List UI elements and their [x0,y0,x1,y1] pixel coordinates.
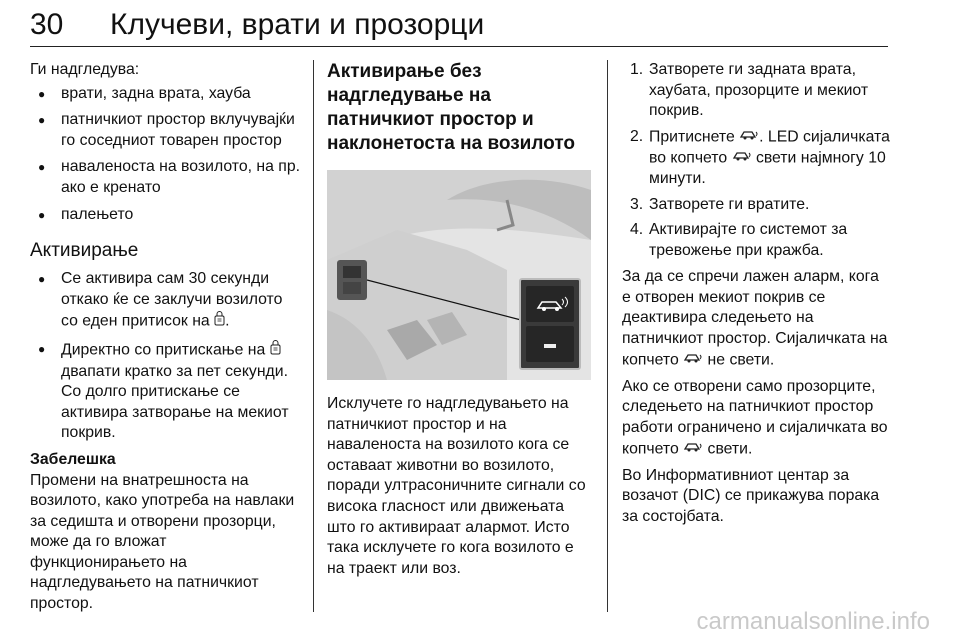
bullet-icon: ● [38,272,46,287]
note-text: Промени на внатрешноста на возилото, како употреба на навлаки за седишта и отворени прозорци, може да го вложат функционирањето на надгледувањето на патничкиот простор. [30,471,295,613]
paragraph: За да се спречи лажен аларм, кога е отворен мекиот покрив се деактивира следењето на патничкиот простор. Сијаличката на копчето не свети. [622,267,890,370]
bullet-icon: ● [38,160,46,175]
list-item: ● врати, задна врата, хауба [30,84,302,105]
list-item: ● наваленоста на возилото, на пр. ако е кренато [38,158,301,196]
monitored-list [30,84,302,226]
page-header [30,6,888,47]
column-divider [607,60,608,612]
list-item: 4. Активирајте го системот за тревожење при кражба. [630,221,848,259]
lock-key-icon [214,310,225,333]
list-item: 3. Затворете ги вратите. [630,195,810,213]
intro-text: Ги надгледува: [30,61,140,78]
activation-list [30,269,302,444]
paragraph: Ако се отворени само прозорците, следењето на патничкиот простор работи ограничено и сијаличката во копчето свети. [622,377,890,460]
page-title: Клучеви, врати и прозорци [110,8,485,41]
column-1 [30,60,302,615]
alarm-button-inset [519,278,581,370]
paragraph: Во Информативниот центар за возачот (DIC) се прикажува порака за состојбата. [622,466,880,525]
lock-key-icon [270,339,281,362]
bullet-icon: ● [38,341,46,356]
activation-heading: Активирање [30,240,139,262]
car-motion-icon [526,286,574,322]
car-motion-icon [683,439,703,460]
dashboard-button-photo [327,170,591,380]
body-text: Исклучете го надгледувањето на патничкиот простор и на наваленоста на возилото кога се оставаат животни во возилото, поради ултрасоничните сигнали со висока гласност или движењата што го активираат алармот. Исто така исклучете го кога возилото е на траект или воз. [327,395,586,577]
bullet-icon: ● [38,113,46,128]
list-item: 2. Притиснете . LED сијаличката во копчето свети најмногу 10 минути. [630,127,890,187]
car-motion-icon [732,148,752,169]
steps-list [622,60,890,261]
watermark: carmanualsonline.info [696,608,930,635]
column-2 [327,60,595,579]
list-item: ● патничкиот простор вклучувајќи го соседниот товарен простор [38,111,295,149]
list-item: ● Се активира сам 30 секунди откако ќе се заклучи возилото со еден притисок на . [30,269,302,333]
bullet-icon: ● [38,86,46,101]
list-item: ● Директно со притискање на двапати кратко за пет секунди. Со долго притискање се активира затворање на мекиот покрив. [30,339,302,444]
column-divider [313,60,314,612]
indicator-led [526,326,574,362]
page-number: 30 [30,8,64,41]
list-item: 1. Затворете ги задната врата, хаубата, прозорците и мекиот покрив. [630,61,869,120]
note-title: Забелешка [30,450,116,468]
column-3 [622,60,890,527]
bullet-icon: ● [38,207,46,222]
car-motion-icon [683,350,703,371]
list-item: ● палењето [30,205,302,226]
car-motion-icon [739,127,759,148]
section-heading: Активирање без надгледување на патничкиот простор и наклонетоста на возилото [327,61,575,154]
